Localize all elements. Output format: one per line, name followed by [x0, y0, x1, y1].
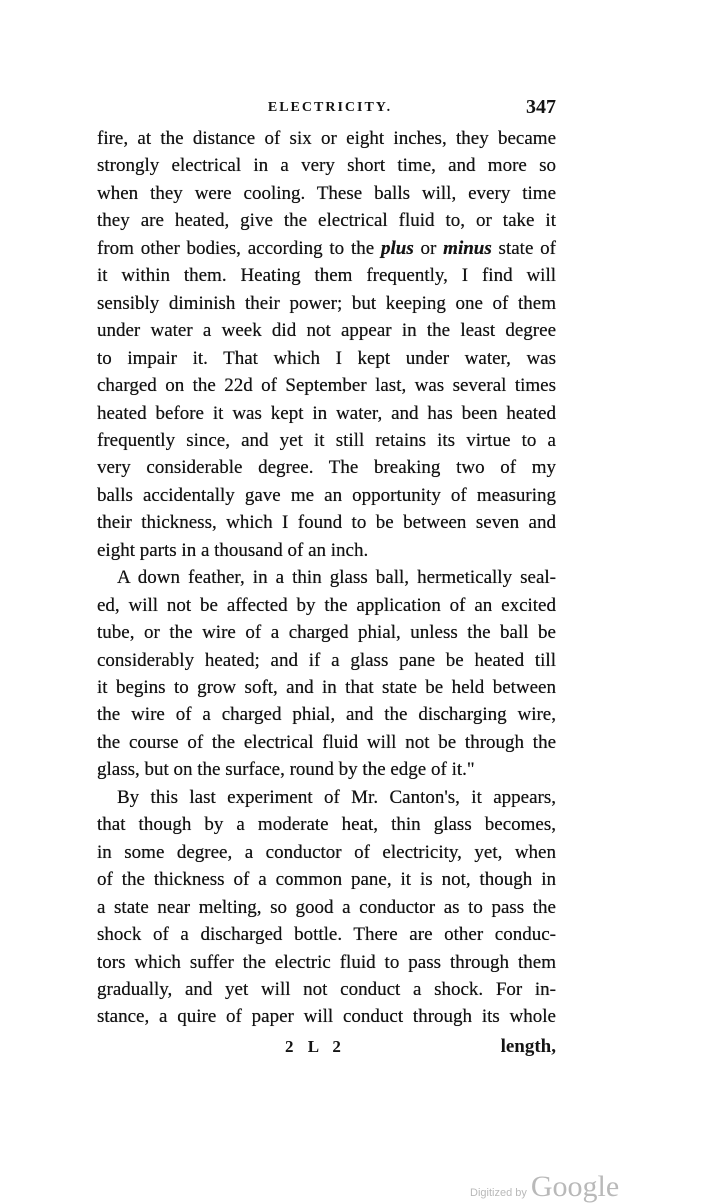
text-line: under water a week did not appear in the least degree — [97, 320, 556, 342]
text-line: when they were cooling. These balls will, every time — [97, 182, 556, 204]
watermark-brand: Google — [530, 1170, 620, 1203]
text-segment: state of — [491, 237, 556, 259]
text-line: A down feather, in a thin glass ball, hermetically seal- — [117, 567, 556, 589]
text-line: it within them. Heating them frequently, I find will — [97, 265, 556, 287]
text-line: By this last experiment of Mr. Canton's, it appears, — [117, 786, 556, 808]
watermark — [470, 1170, 619, 1204]
text-segment: or — [413, 237, 444, 259]
text-line: strongly electrical in a very short time, and more so — [97, 155, 556, 177]
text-line: tube, or the wire of a charged phial, unless the ball be — [97, 622, 556, 644]
text-line: the course of the electrical fluid will not be through the — [97, 731, 556, 753]
text-line: that though by a moderate heat, thin glass becomes, — [97, 814, 556, 836]
text-line: very considerable degree. The breaking two of my — [97, 457, 556, 479]
text-line: it begins to grow soft, and in that state be held between — [97, 677, 556, 698]
text-line: shock of a discharged bottle. There are other conduc- — [97, 924, 556, 946]
italic-word: minus — [443, 237, 492, 259]
text-line: of the thickness of a common pane, it is not, though in — [97, 869, 556, 891]
text-line: sensibly diminish their power; but keeping one of them — [97, 292, 556, 314]
text-line: eight parts in a thousand of an inch. — [97, 539, 369, 561]
text-line: charged on the 22d of September last, was several times — [97, 375, 556, 397]
catchword: length, — [500, 1036, 556, 1057]
running-header-title: ELECTRICITY. — [267, 100, 393, 115]
text-line: gradually, and yet will not conduct a shock. For in- — [97, 978, 556, 1000]
text-line: heated before it was kept in water, and has been heated — [97, 402, 556, 424]
text-line: the wire of a charged phial, and the discharging wire, — [97, 704, 556, 726]
italic-word: plus — [381, 237, 414, 259]
text-line: frequently since, and yet it still retains its virtue to a — [97, 429, 556, 451]
text-line — [97, 238, 556, 260]
text-line: tors which suffer the electric fluid to pass through them — [97, 951, 556, 973]
text-line: in some degree, a conductor of electricity, yet, when — [97, 841, 556, 863]
text-line: fire, at the distance of six or eight inches, they became — [97, 128, 556, 149]
text-line: they are heated, give the electrical fluid to, or take it — [97, 210, 556, 232]
text-line: balls accidentally gave me an opportunity of measuring — [97, 484, 556, 506]
text-line: glass, but on the surface, round by the edge of it." — [97, 759, 475, 781]
text-line: a state near melting, so good a conductor as to pass the — [97, 896, 556, 918]
text-line: considerably heated; and if a glass pane be heated till — [97, 649, 556, 671]
text-line: ed, will not be affected by the application of an excited — [97, 594, 556, 616]
text-line: stance, a quire of paper will conduct through its whole — [97, 1006, 556, 1028]
watermark-prefix: Digitized by — [470, 1187, 527, 1199]
signature-mark: 2 L 2 — [285, 1037, 346, 1056]
text-segment: from other bodies, according to the — [97, 237, 381, 259]
text-line: their thickness, which I found to be between seven and — [97, 512, 556, 534]
page-number: 347 — [526, 96, 556, 118]
text-line: to impair it. That which I kept under water, was — [97, 347, 556, 369]
